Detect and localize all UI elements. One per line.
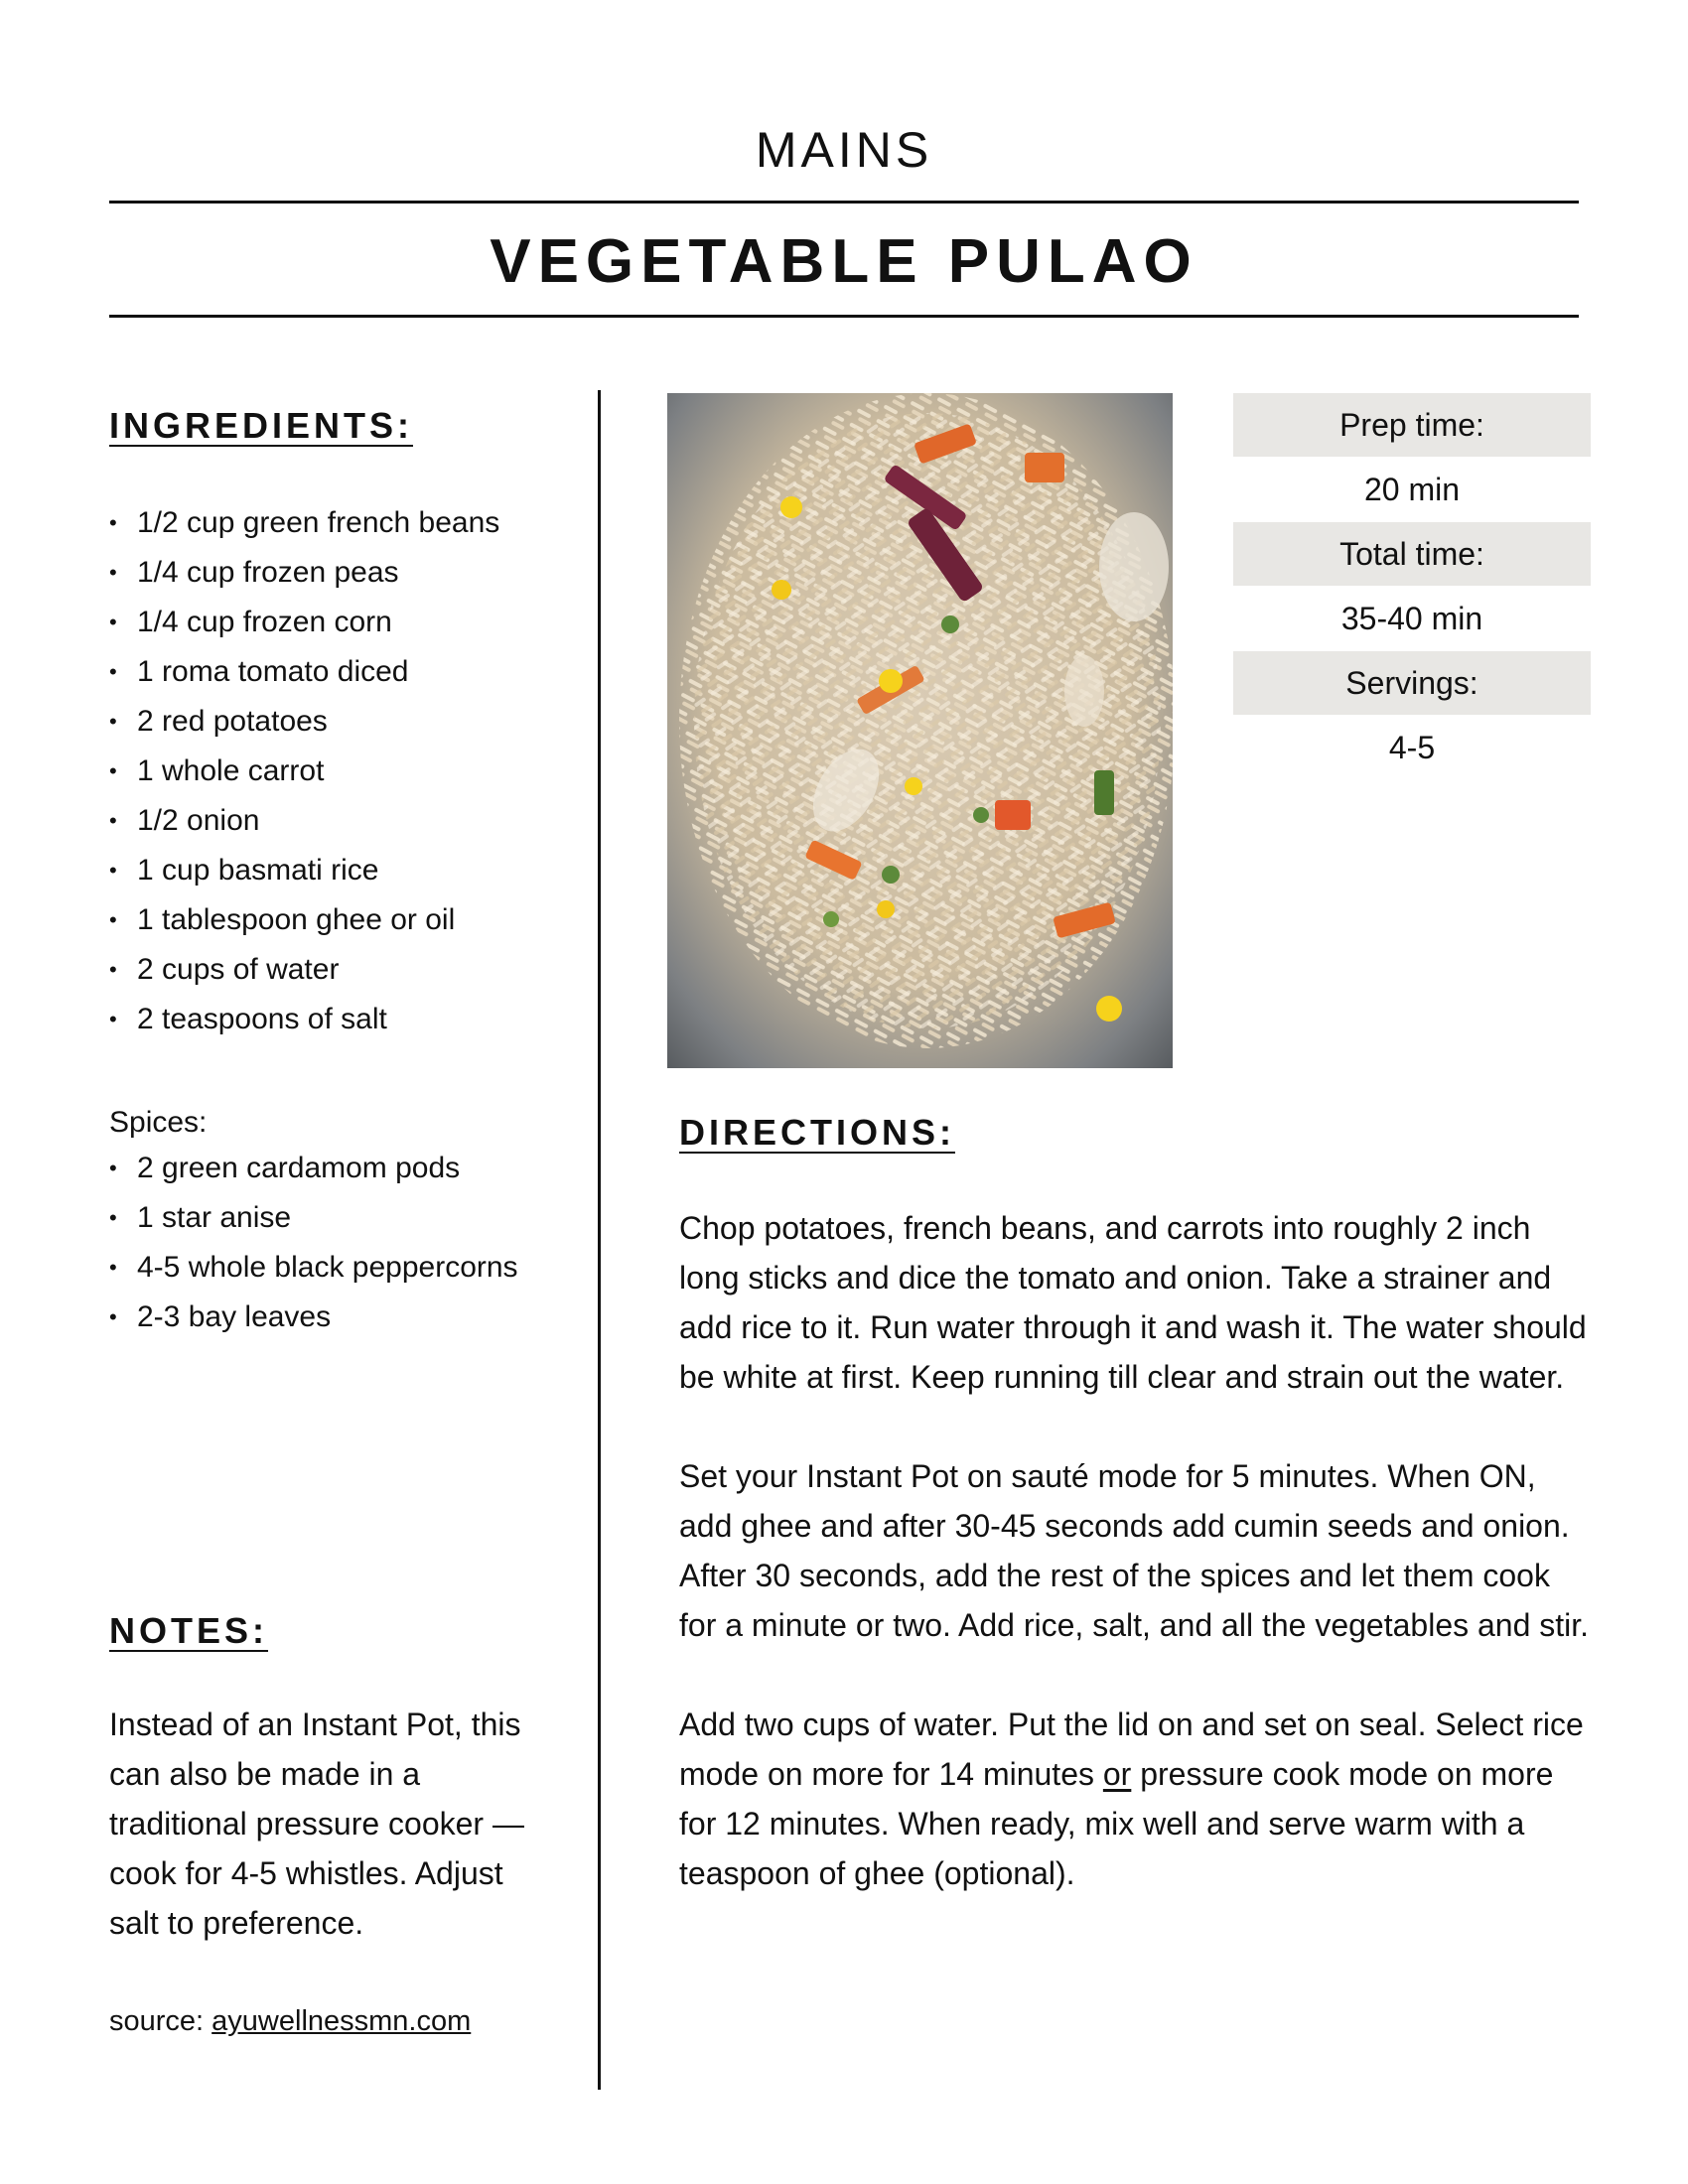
spice-item: • 1 star anise xyxy=(109,1193,576,1243)
ingredients-heading: INGREDIENTS: xyxy=(109,405,414,446)
ingredient-item: • 1 cup basmati rice xyxy=(109,846,576,895)
prep-time-value: 20 min xyxy=(1363,472,1461,507)
servings-label: Servings: xyxy=(1233,651,1591,715)
spice-item: • 2-3 bay leaves xyxy=(109,1293,576,1342)
spice-item: • 2 green cardamom pods xyxy=(109,1144,576,1193)
recipe-info-box xyxy=(1233,393,1591,780)
ingredient-item: • 1/4 cup frozen corn xyxy=(109,598,576,647)
direction-step-2: Set your Instant Pot on sauté mode for 5 minutes. When ON, add ghee and after 30-45 seconds add cumin seeds and onion. After 30 seconds, add the rest of the spices and let them cook for a minute or two. Add rice, salt, and all the vegetables and stir. xyxy=(679,1458,1590,1643)
ingredient-item: • 1/2 cup green french beans xyxy=(109,498,576,548)
ingredient-item: • 1/4 cup frozen peas xyxy=(109,548,576,598)
ingredient-item: • 2 cups of water xyxy=(109,945,576,995)
recipe-category: MAINS xyxy=(755,122,933,178)
direction-step-3-part-1: Add two cups of water. Put the lid on and set on seal. Select rice mode on more for 14 minutes xyxy=(679,1706,1584,1792)
source-link[interactable]: ayuwellnessmn.com xyxy=(211,2005,472,2037)
notes-text: Instead of an Instant Pot, this can also be made in a traditional pressure cooker — cook for 4-5 whistles. Adjust salt to preference. xyxy=(109,1706,524,1941)
ingredient-item: • 1 tablespoon ghee or oil xyxy=(109,895,576,945)
recipe-title: VEGETABLE PULAO xyxy=(490,227,1198,296)
total-time-label: Total time: xyxy=(1233,522,1591,586)
title-rule-top xyxy=(109,201,1579,204)
dish-photo xyxy=(667,393,1173,1068)
source-line xyxy=(109,1996,471,2046)
ingredient-item: • 2 red potatoes xyxy=(109,697,576,747)
ingredient-item: • 1 whole carrot xyxy=(109,747,576,796)
ingredient-item: • 1 roma tomato diced xyxy=(109,647,576,697)
directions-heading: DIRECTIONS: xyxy=(679,1112,955,1153)
prep-time-label: Prep time: xyxy=(1233,393,1591,457)
direction-step-3-part-2: pressure cook mode on more for 12 minutes. When ready, mix well and serve warm with a teaspoon of ghee (optional). xyxy=(679,1756,1554,1891)
title-rule-bottom xyxy=(109,315,1579,318)
direction-step-3 xyxy=(679,1700,1593,1898)
spices-label: Spices: xyxy=(109,1106,208,1139)
spice-list xyxy=(109,1144,576,1342)
directions-body xyxy=(679,1203,1593,1948)
column-divider xyxy=(598,390,601,2090)
servings-value: 4-5 xyxy=(1388,730,1436,765)
source-prefix: source: xyxy=(109,2005,212,2037)
ingredient-item: • 2 teaspoons of salt xyxy=(109,995,576,1044)
spice-item: • 4-5 whole black peppercorns xyxy=(109,1243,576,1293)
ingredient-item: • 1/2 onion xyxy=(109,796,576,846)
direction-step-3-or: or xyxy=(1102,1756,1132,1792)
direction-step-1: Chop potatoes, french beans, and carrots into roughly 2 inch long sticks and dice the tomato and onion. Take a strainer and add rice to it. Run water through it and wash it. The water should be white at first. Keep running till clear and strain out the water. xyxy=(679,1210,1587,1395)
ingredient-list xyxy=(109,498,576,1044)
total-time-value: 35-40 min xyxy=(1340,601,1483,636)
notes-heading: NOTES: xyxy=(109,1610,269,1651)
